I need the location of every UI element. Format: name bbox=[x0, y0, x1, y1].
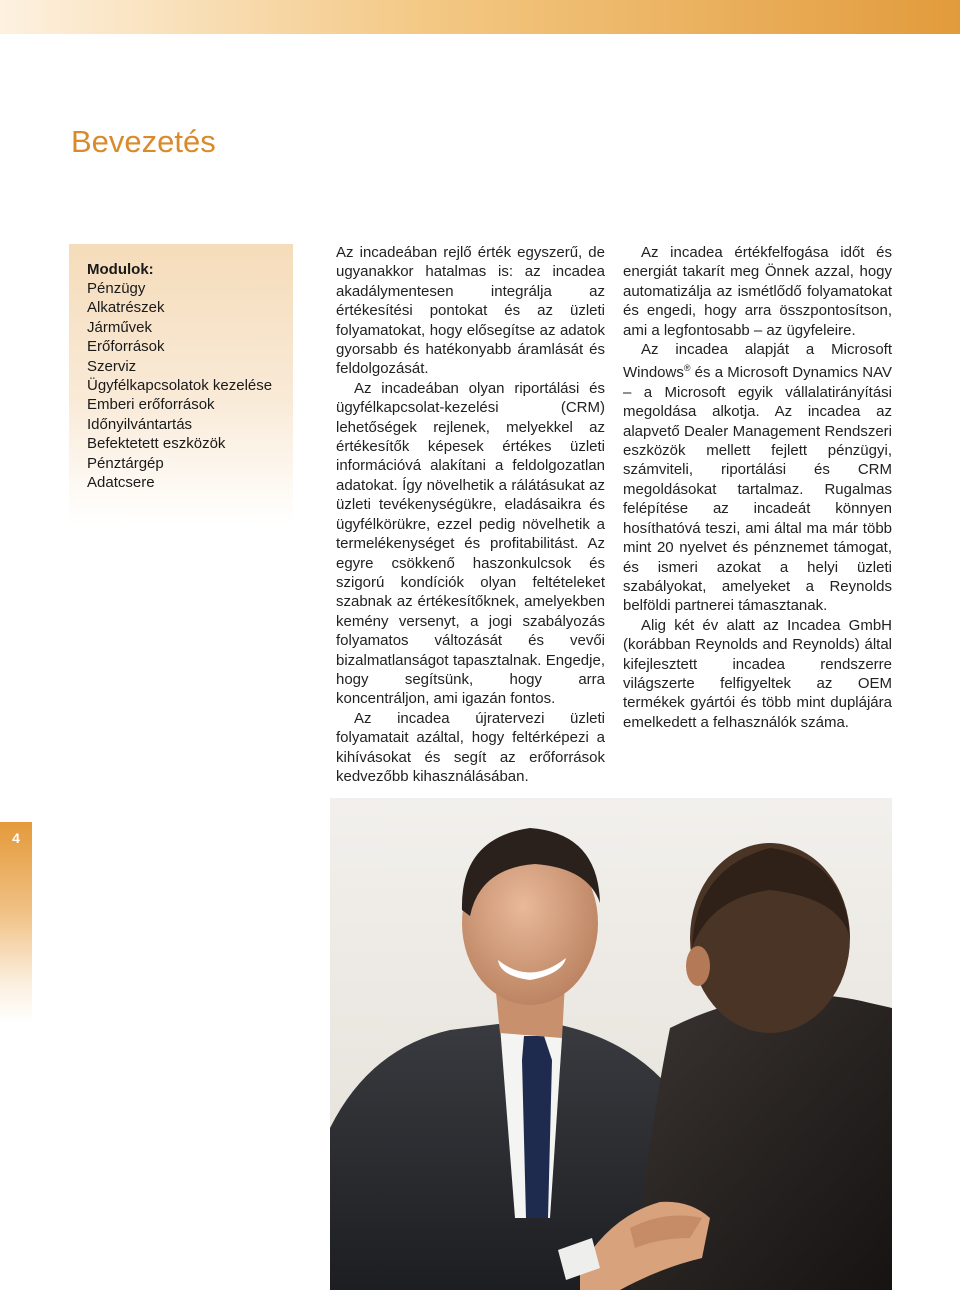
modules-title: Modulok: bbox=[87, 261, 154, 278]
module-item: Időnyilvántartás bbox=[87, 415, 193, 433]
text-column-2 bbox=[623, 243, 892, 732]
module-item: Pénzügy bbox=[87, 280, 146, 297]
module-item: Adatcsere bbox=[87, 474, 155, 492]
handshake-illustration bbox=[330, 798, 892, 1290]
page-number: 4 bbox=[12, 830, 20, 846]
paragraph: Az incadea értékfelfogása időt és energiát takarít meg Önnek azzal, hogy automatizálja az ismétlődő folyamatokat és engedi, hogy arra összpontosítson, ami a legfontosabb – az ügyfeleire. bbox=[623, 244, 892, 339]
paragraph: Az incadeában olyan riportálási és ügyfélkapcsolat-kezelési (CRM) lehetőségek rejlenek, melyekkel az értékesítők képesek értékes üzleti információvá alakítani a feldolgozatlan adatokat. Így növelhetik a rálátásukat az üzleti tevékenységükre, eladásaikra és ügyfélkörükre, ezzel pedig növelhetik a termelékenységet és profitabilitást. Az egyre csökkenő haszonkulcsok és szigorú kondíciók olyan feltételeket szabnak az értékesítőknek, amelyekben kemény versenyt, a jogi szabályozás folyamatos változását és vevői bizalmatlanságot tapasztalnak. Engedje, hogy segítsünk, hogy arra koncentráljon, ami igazán fontos. bbox=[336, 379, 605, 708]
module-item: Szerviz bbox=[87, 357, 137, 375]
text-column-1 bbox=[336, 243, 605, 786]
module-item: Befektetett eszközök bbox=[87, 435, 226, 453]
paragraph: Az incadeában rejlő érték egyszerű, de ugyanakkor hatalmas is: az incadea akadálymentesen integrálja az értékesítési pontokat és az üzleti folyamatokat, hogy elősegítse az adatok gyorsabb és hatékonyabb áramlását és feldolgozását. bbox=[336, 244, 605, 378]
side-color-strip bbox=[0, 822, 32, 1022]
module-item: Pénztárgép bbox=[87, 454, 164, 472]
handshake-photo bbox=[330, 798, 892, 1290]
module-item: Emberi erőforrások bbox=[87, 396, 215, 414]
module-item: Járművek bbox=[87, 318, 153, 336]
registered-mark: ® bbox=[683, 363, 691, 374]
modules-box bbox=[69, 244, 293, 524]
module-item: Ügyfélkapcsolatok kezelése bbox=[87, 377, 273, 395]
paragraph: Az incadea újratervezi üzleti folyamatait azáltal, hogy feltérképezi a kihívásokat és segít az erőforrások kedvezőbb kihasználásában. bbox=[336, 709, 605, 785]
page-title: Bevezetés bbox=[71, 124, 216, 159]
paragraph bbox=[623, 340, 892, 616]
text-segment: Az incadea alapját a Microsoft Windows bbox=[623, 341, 892, 382]
top-color-band bbox=[0, 0, 960, 34]
module-item: Alkatrészek bbox=[87, 299, 165, 317]
modules-list bbox=[87, 279, 293, 492]
paragraph: Alig két év alatt az Incadea GmbH (korábban Reynolds and Reynolds) által kifejlesztett incadea rendszerre világszerte felfigyeltek az OEM termékek gyártói és több mint duplájára emelkedett a felhasználók száma. bbox=[623, 616, 892, 731]
text-segment: és a Microsoft Dynamics NAV – a Microsoft egyik vállalatirányítási megoldása alkotja. Az incadea az alapvető Dealer Management Rendszeri eszközök mellett fejlett pénzügyi, számviteli, riportálási és CRM megoldásokat tartalmaz. Rugalmas felépítése az incadeát könnyen hosíthatóvá teszi, ami által ma már több mint 20 nyelvet és pénznemet támogat, és ismeri azokat a helyi üzleti szabályokat, amelyeket a Reynolds belföldi partnerei támasztanak. bbox=[623, 364, 892, 615]
module-item: Erőforrások bbox=[87, 338, 165, 356]
